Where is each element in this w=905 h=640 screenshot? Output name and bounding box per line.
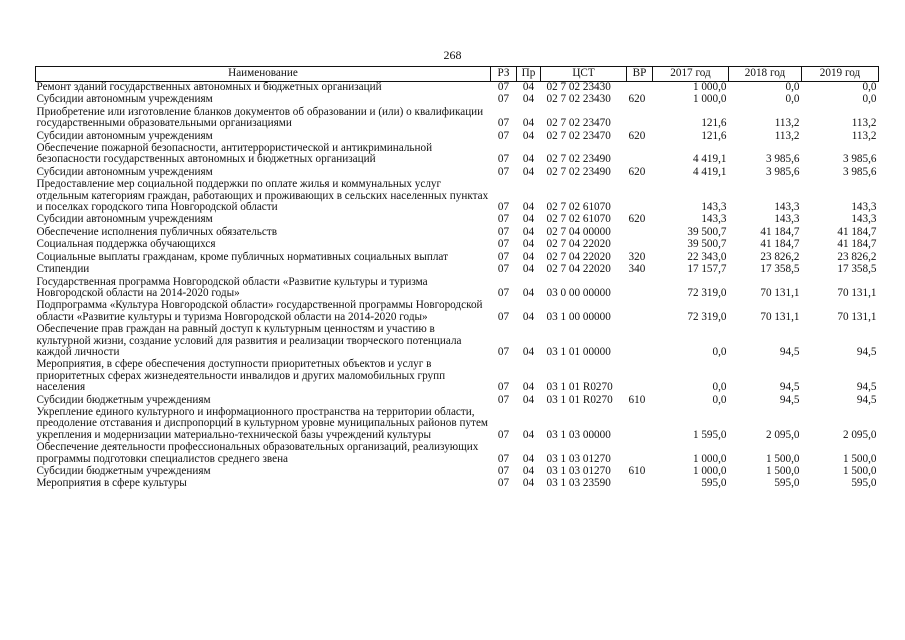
cell-2019: 0,0 [862,93,877,106]
cell-vr: 620 [628,93,646,106]
cell-cst: 03 1 03 01270 [546,465,611,477]
cell-2019: 2 095,0 [842,428,877,441]
cell-2017: 1 000,0 [692,452,727,465]
cell-cst: 02 7 04 22020 [546,263,611,276]
cell-2017: 4 419,1 [692,165,727,178]
cell-2019: 94,5 [856,393,877,406]
cell-2017: 121,6 [701,129,727,142]
cell-rz: 07 [497,213,510,226]
table-row [36,442,879,466]
cell-name: Обеспечение деятельности профессиональных образовательных организаций, реализующих программы подготовки специалистов среднего звена [36,441,479,465]
cell-2017: 72 319,0 [687,286,727,299]
cell-pr: 04 [522,393,535,406]
cell-name: Предоставление мер социальной поддержки по оплате жилья и коммунальных услуг отдельным категориям граждан, работающих и проживающих в сельских населенных пунктах и поселках городского типа Новгородской области [36,178,489,214]
cell-pr: 04 [522,250,535,263]
cell-pr: 04 [522,129,535,142]
cell-2017: 4 419,1 [692,153,727,166]
cell-vr [627,143,653,167]
cell-rz: 07 [497,165,510,178]
cell-2018: 595,0 [774,477,800,490]
table-header-row [36,67,879,82]
cell-pr: 04 [522,117,535,130]
cell-name: Субсидии автономным учреждениям [36,129,213,142]
header-pr: Пр [517,67,541,82]
cell-2018: 94,5 [779,345,800,358]
cell-cst: 03 1 03 00000 [546,428,611,441]
table-row [36,239,879,251]
table-row [36,107,879,131]
cell-name: Социальные выплаты гражданам, кроме публичных нормативных социальных выплат [36,250,448,263]
cell-name: Социальная поддержка обучающихся [36,238,216,251]
cell-2019: 41 184,7 [837,238,877,251]
cell-2019: 3 985,6 [842,165,877,178]
cell-2017: 1 000,0 [692,93,727,106]
header-2019: 2019 год [802,67,879,82]
cell-2018: 1 500,0 [765,465,800,477]
cell-name: Мероприятия, в сфере обеспечения доступности приоритетных объектов и услуг в приоритетных сферах жизнедеятельности инвалидов и других маломобильных групп населения [36,358,446,394]
cell-pr: 04 [522,225,535,238]
cell-rz: 07 [497,129,510,142]
cell-vr: 620 [628,213,646,226]
cell-2018: 70 131,1 [760,310,800,323]
cell-rz: 07 [497,345,510,358]
cell-vr [627,300,653,324]
cell-cst: 02 7 04 22020 [546,238,611,251]
cell-name: Ремонт зданий государственных автономных и бюджетных организаций [36,81,382,93]
cell-2017: 17 157,7 [687,263,727,276]
cell-2018: 2 095,0 [765,428,800,441]
cell-pr: 04 [522,81,535,93]
cell-rz: 07 [497,81,510,93]
cell-2017: 1 595,0 [692,428,727,441]
cell-rz: 07 [497,452,510,465]
cell-2019: 23 826,2 [837,250,877,263]
cell-pr: 04 [522,93,535,106]
cell-rz: 07 [497,393,510,406]
cell-name: Субсидии бюджетным учреждениям [36,393,211,406]
cell-rz: 07 [497,238,510,251]
cell-pr: 04 [522,452,535,465]
cell-2019: 143,3 [851,213,877,226]
cell-2017: 143,3 [701,213,727,226]
cell-vr [627,239,653,251]
cell-pr: 04 [522,465,535,477]
cell-cst: 02 7 04 22020 [546,250,611,263]
cell-2018: 113,2 [774,117,800,130]
cell-2019: 3 985,6 [842,153,877,166]
cell-pr: 04 [522,263,535,276]
cell-name: Субсидии автономным учреждениям [36,213,213,226]
cell-2018: 94,5 [779,381,800,394]
cell-pr: 04 [522,286,535,299]
cell-2019: 0,0 [862,81,877,93]
cell-rz: 07 [497,225,510,238]
cell-pr: 04 [522,153,535,166]
cell-cst: 03 1 01 R0270 [546,381,613,394]
cell-2017: 1 000,0 [692,81,727,93]
cell-vr [627,478,653,490]
cell-2019: 70 131,1 [837,286,877,299]
cell-name: Укрепление единого культурного и информационного пространства на территории области, преодоление отставания и диспропорций в культурном уровне муниципальных районов путем укрепления и модернизации материально-технической базы учреждений культуры [36,405,488,441]
cell-2019: 143,3 [851,201,877,214]
cell-cst: 02 7 02 23430 [546,93,611,106]
table-body [36,82,879,491]
cell-2017: 0,0 [712,393,727,406]
cell-2018: 113,2 [774,129,800,142]
cell-vr [627,407,653,442]
cell-rz: 07 [497,381,510,394]
cell-cst: 03 1 03 01270 [546,452,611,465]
cell-name: Приобретение или изготовление бланков документов об образовании и (или) о квалификации государственными образовательными организациями [36,105,484,130]
cell-pr: 04 [522,381,535,394]
cell-rz: 07 [497,477,510,490]
cell-vr: 610 [628,465,646,477]
cell-2018: 143,3 [774,213,800,226]
table-row [36,252,879,264]
cell-2019: 17 358,5 [837,263,877,276]
cell-cst: 03 1 03 23590 [546,477,611,490]
cell-2019: 595,0 [851,477,877,490]
cell-2019: 113,2 [851,129,877,142]
cell-2018: 70 131,1 [760,286,800,299]
cell-vr: 620 [628,165,646,178]
cell-2018: 17 358,5 [760,263,800,276]
budget-table [35,66,879,491]
cell-pr: 04 [522,165,535,178]
cell-2018: 41 184,7 [760,225,800,238]
cell-cst: 03 0 00 00000 [546,286,611,299]
table-row [36,478,879,490]
cell-rz: 07 [497,263,510,276]
cell-2018: 1 500,0 [765,452,800,465]
cell-cst: 02 7 02 61070 [546,213,611,226]
cell-vr [627,277,653,301]
cell-pr: 04 [522,201,535,214]
cell-pr: 04 [522,477,535,490]
cell-vr [627,442,653,466]
cell-vr [627,359,653,394]
cell-2017: 121,6 [701,117,727,130]
cell-cst: 02 7 02 23490 [546,153,611,166]
table-row [36,359,879,394]
cell-2017: 39 500,7 [687,238,727,251]
cell-2017: 0,0 [712,381,727,394]
header-2018: 2018 год [729,67,802,82]
cell-2018: 0,0 [785,93,800,106]
cell-2019: 1 500,0 [842,465,877,477]
cell-2019: 94,5 [856,381,877,394]
cell-2017: 1 000,0 [692,465,727,477]
cell-vr [627,324,653,359]
cell-name: Субсидии автономным учреждениям [36,93,213,106]
cell-vr: 340 [628,263,646,276]
table-row [36,277,879,301]
cell-cst: 03 1 01 R0270 [546,393,613,406]
table-row [36,179,879,214]
cell-name: Подпрограмма «Культура Новгородской области» государственной программы Новгородской области «Развитие культуры и туризма Новгородской области на 2014-2020 годы» [36,299,483,323]
cell-name: Мероприятия в сфере культуры [36,477,187,490]
table-row [36,143,879,167]
cell-2018: 143,3 [774,201,800,214]
cell-2017: 595,0 [701,477,727,490]
cell-vr [627,179,653,214]
cell-cst: 03 1 01 00000 [546,345,611,358]
table-row [36,214,879,226]
cell-2017: 22 343,0 [687,250,727,263]
cell-name: Субсидии бюджетным учреждениям [36,465,211,477]
cell-2017: 143,3 [701,201,727,214]
cell-cst: 02 7 02 23470 [546,117,611,130]
cell-2018: 3 985,6 [765,153,800,166]
cell-vr: 620 [628,129,646,142]
cell-pr: 04 [522,310,535,323]
cell-2018: 94,5 [779,393,800,406]
cell-cst: 03 1 00 00000 [546,310,611,323]
cell-pr: 04 [522,238,535,251]
cell-2019: 113,2 [851,117,877,130]
cell-2019: 1 500,0 [842,452,877,465]
cell-rz: 07 [497,310,510,323]
cell-2017: 72 319,0 [687,310,727,323]
header-name: Наименование [36,67,491,82]
cell-pr: 04 [522,428,535,441]
cell-cst: 02 7 04 00000 [546,225,611,238]
cell-rz: 07 [497,153,510,166]
table-row [36,300,879,324]
cell-vr [627,227,653,239]
cell-2018: 3 985,6 [765,165,800,178]
header-cst: ЦСТ [541,67,627,82]
cell-vr [627,107,653,131]
cell-2019: 70 131,1 [837,310,877,323]
cell-name: Обеспечение пожарной безопасности, антитеррористической и антикриминальной безопасности государственных автономных и бюджетных организаций [36,142,433,166]
cell-rz: 07 [497,117,510,130]
cell-rz: 07 [497,201,510,214]
cell-rz: 07 [497,286,510,299]
cell-2017: 0,0 [712,345,727,358]
cell-vr: 320 [628,250,646,263]
table-row [36,324,879,359]
cell-2018: 23 826,2 [760,250,800,263]
cell-pr: 04 [522,345,535,358]
header-vr: ВР [627,67,653,82]
cell-vr: 610 [628,393,646,406]
cell-cst: 02 7 02 23470 [546,129,611,142]
cell-2018: 41 184,7 [760,238,800,251]
header-rz: РЗ [491,67,517,82]
cell-2017: 39 500,7 [687,225,727,238]
cell-name: Стипендии [36,263,90,276]
cell-2019: 94,5 [856,345,877,358]
cell-cst: 02 7 02 23430 [546,81,611,93]
cell-rz: 07 [497,465,510,477]
header-2017: 2017 год [653,67,729,82]
cell-cst: 02 7 02 61070 [546,201,611,214]
table-row [36,264,879,276]
cell-rz: 07 [497,428,510,441]
cell-name: Обеспечение исполнения публичных обязательств [36,225,278,238]
cell-cst: 02 7 02 23490 [546,165,611,178]
cell-rz: 07 [497,93,510,106]
cell-name: Субсидии автономным учреждениям [36,165,213,178]
cell-2019: 41 184,7 [837,225,877,238]
cell-rz: 07 [497,250,510,263]
table-row [36,407,879,442]
cell-2018: 0,0 [785,81,800,93]
cell-name: Обеспечение прав граждан на равный доступ к культурным ценностям и участию в культурной жизни, создание условий для развития и реализации творческого потенциала каждой личности [36,323,462,358]
page-number: 268 [443,48,462,62]
table-row [36,94,879,106]
cell-pr: 04 [522,213,535,226]
cell-name: Государственная программа Новгородской области «Развитие культуры и туризма Новгородской области на 2014-2020 годы» [36,275,428,299]
